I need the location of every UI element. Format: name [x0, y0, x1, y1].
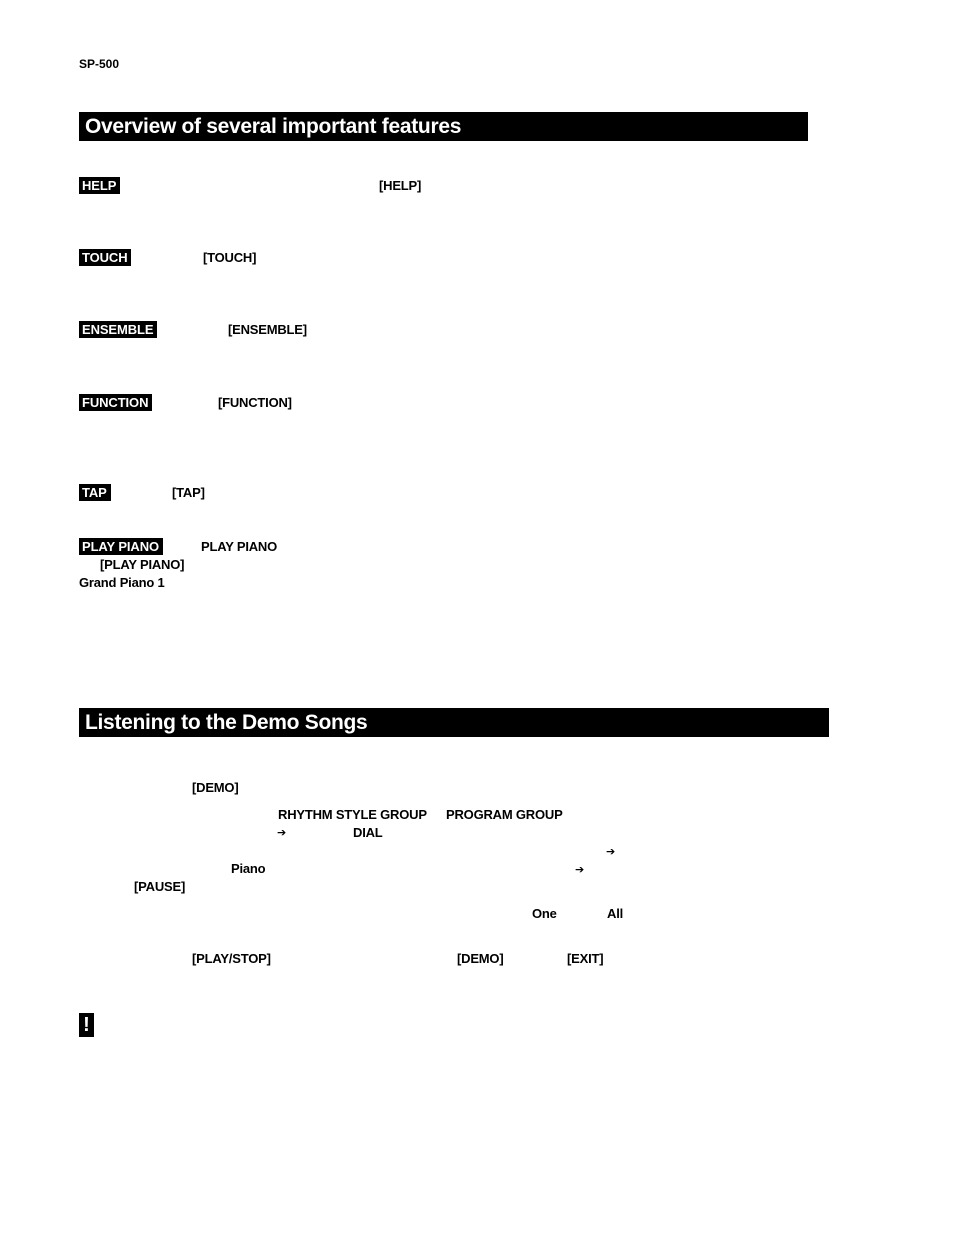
section-title-overview: Overview of several important features [79, 112, 808, 141]
dial-ref: DIAL [353, 825, 383, 840]
demo-button-ref-2: [DEMO] [457, 951, 504, 966]
touch-button-ref: [TOUCH] [203, 250, 257, 265]
program-group-ref: PROGRAM GROUP [446, 807, 563, 822]
play-piano-label: PLAY PIANO [201, 539, 278, 554]
model-name: SP-500 [79, 57, 120, 71]
help-button-ref: [HELP] [379, 178, 422, 193]
ensemble-button-ref: [ENSEMBLE] [228, 322, 307, 337]
section-title-demo-songs: Listening to the Demo Songs [79, 708, 829, 737]
arrow-icon: ➔ [606, 846, 616, 858]
warning-icon: ! [79, 1013, 94, 1037]
touch-tag: TOUCH [79, 249, 131, 266]
one-mode: One [532, 906, 557, 921]
grand-piano-sound: Grand Piano 1 [79, 575, 165, 590]
arrow-icon: ➔ [575, 864, 585, 876]
demo-button-ref: [DEMO] [192, 780, 239, 795]
play-piano-tag: PLAY PIANO [79, 538, 163, 555]
function-tag: FUNCTION [79, 394, 152, 411]
tap-button-ref: [TAP] [172, 485, 205, 500]
rhythm-style-group-ref: RHYTHM STYLE GROUP [278, 807, 427, 822]
help-tag: HELP [79, 177, 120, 194]
piano-ref: Piano [231, 861, 266, 876]
play-stop-button-ref: [PLAY/STOP] [192, 951, 271, 966]
arrow-icon: ➔ [277, 827, 287, 839]
pause-button-ref: [PAUSE] [134, 879, 186, 894]
ensemble-tag: ENSEMBLE [79, 321, 157, 338]
all-mode: All [607, 906, 624, 921]
play-piano-button-ref: [PLAY PIANO] [100, 557, 185, 572]
tap-tag: TAP [79, 484, 111, 501]
exit-button-ref: [EXIT] [567, 951, 604, 966]
function-button-ref: [FUNCTION] [218, 395, 292, 410]
